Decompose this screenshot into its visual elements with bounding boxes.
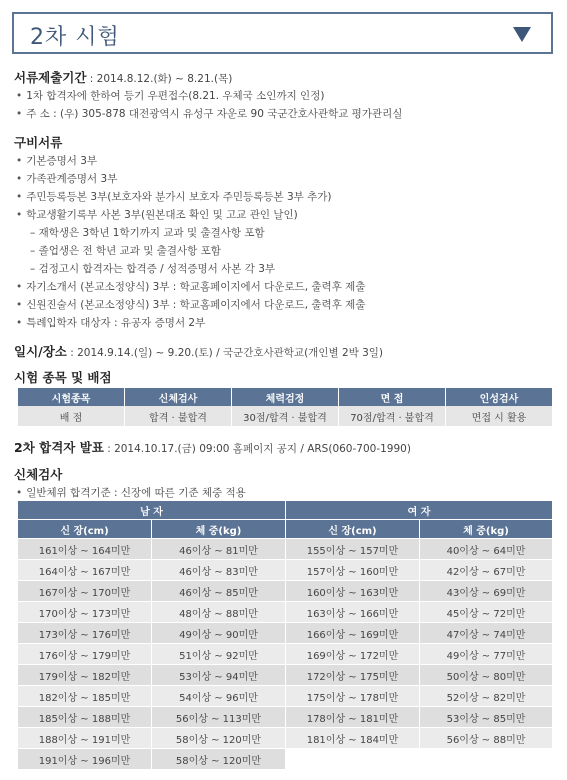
table-cell: 45이상 ~ 72미만: [419, 602, 552, 623]
table-cell: 48이상 ~ 88미만: [152, 602, 286, 623]
table-cell: 170이상 ~ 173미만: [18, 602, 152, 623]
table-cell: 155이상 ~ 157미만: [285, 539, 419, 560]
scoring-cell-2: 합격 · 불합격: [124, 406, 231, 426]
female-weight-header: 체 중(kg): [419, 520, 552, 539]
table-cell: 185이상 ~ 188미만: [18, 707, 152, 728]
table-cell: [285, 749, 419, 770]
table-cell: 46이상 ~ 85미만: [152, 581, 286, 602]
table-cell: 191이상 ~ 196미만: [18, 749, 152, 770]
announcement-text: : 2014.10.17.(금) 09:00 홈페이지 공지 / ARS(060-700-1990): [103, 443, 411, 455]
table-row: [18, 560, 553, 581]
male-header: 남 자: [18, 501, 285, 520]
documents-heading: 구비서류: [14, 135, 63, 150]
documents-subitem-3: – 검정고시 합격자는 합격증 / 성적증명서 사본 각 3부: [30, 263, 276, 275]
table-row: [18, 707, 553, 728]
submission-item-2: • 주 소 : (우) 305-878 대전광역시 유성구 자운로 90 국군간호사관학교 평가관리실: [16, 106, 402, 121]
documents-item-5: • 자기소개서 (본교소정양식) 3부 : 학교홈페이지에서 다운로드, 출력후 제출: [16, 279, 365, 294]
documents-subitem-1: – 재학생은 3학년 1학기까지 교과 및 출결사항 포함: [30, 227, 265, 239]
documents-item-6: • 신원진술서 (본교소정양식) 3부 : 학교홈페이지에서 다운로드, 출력후 제출: [16, 297, 365, 312]
scoring-header-5: 인성검사: [446, 388, 553, 406]
female-height-header: 신 장(cm): [285, 520, 419, 539]
documents-item-3: • 주민등록등본 3부(보호자와 분가시 보호자 주민등록등본 3부 추가): [16, 189, 332, 204]
documents-item-4: • 학교생활기록부 사본 3부(원본대조 확인 및 고교 관인 날인): [16, 207, 298, 222]
scoring-heading: 시험 종목 및 배점: [14, 370, 112, 385]
table-row: [18, 581, 553, 602]
table-cell: 163이상 ~ 166미만: [285, 602, 419, 623]
table-cell: 164이상 ~ 167미만: [18, 560, 152, 581]
schedule-text: : 2014.9.14.(일) ~ 9.20.(토) / 국군간호사관학교(개인별 2박 3일): [66, 347, 384, 359]
table-row: [18, 623, 553, 644]
table-cell: 50이상 ~ 80미만: [419, 665, 552, 686]
table-cell: 160이상 ~ 163미만: [285, 581, 419, 602]
table-cell: 179이상 ~ 182미만: [18, 665, 152, 686]
physical-table: [18, 501, 553, 770]
table-cell: 49이상 ~ 77미만: [419, 644, 552, 665]
table-cell: 161이상 ~ 164미만: [18, 539, 152, 560]
scoring-header-2: 신체검사: [124, 388, 231, 406]
table-cell: 167이상 ~ 170미만: [18, 581, 152, 602]
submission-period: : 2014.8.12.(화) ~ 8.21.(목): [86, 73, 233, 85]
table-row: [18, 602, 553, 623]
scoring-header-4: 면 접: [338, 388, 445, 406]
section-header[interactable]: [12, 12, 553, 54]
table-cell: 181이상 ~ 184미만: [285, 728, 419, 749]
scoring-cell-1: 배 점: [18, 406, 124, 426]
schedule-heading: 일시/장소 : 2014.9.14.(일) ~ 9.20.(토) / 국군간호사관학교(개인별 2박 3일): [14, 344, 384, 359]
physical-heading: 신체검사: [14, 467, 63, 482]
scoring-header-1: 시험종목: [18, 388, 124, 406]
scoring-table: [18, 388, 553, 426]
table-cell: 56이상 ~ 113미만: [152, 707, 286, 728]
table-cell: 58이상 ~ 120미만: [152, 749, 286, 770]
section-title: 2차 시험: [30, 25, 120, 50]
table-cell: 42이상 ~ 67미만: [419, 560, 552, 581]
documents-item-7: • 특례입학자 대상자 : 유공자 증명서 2부: [16, 315, 205, 330]
table-cell: 175이상 ~ 178미만: [285, 686, 419, 707]
table-cell: 176이상 ~ 179미만: [18, 644, 152, 665]
table-cell: 56이상 ~ 88미만: [419, 728, 552, 749]
table-row: [18, 749, 553, 770]
table-cell: 172이상 ~ 175미만: [285, 665, 419, 686]
announcement-heading: 2차 합격자 발표 : 2014.10.17.(금) 09:00 홈페이지 공지 / ARS(060-700-1990): [14, 440, 411, 455]
table-cell: 166이상 ~ 169미만: [285, 623, 419, 644]
table-cell: 51이상 ~ 92미만: [152, 644, 286, 665]
table-cell: 58이상 ~ 120미만: [152, 728, 286, 749]
male-weight-header: 체 중(kg): [152, 520, 286, 539]
table-cell: 40이상 ~ 64미만: [419, 539, 552, 560]
physical-note: • 일반체위 합격기준 : 신장에 따른 기준 체중 적용: [16, 485, 246, 500]
table-row: [18, 644, 553, 665]
table-cell: 53이상 ~ 94미만: [152, 665, 286, 686]
physical-table-body: [18, 539, 553, 770]
table-cell: 169이상 ~ 172미만: [285, 644, 419, 665]
female-header: 여 자: [285, 501, 552, 520]
scoring-cell-3: 30점/합격 · 불합격: [231, 406, 338, 426]
table-cell: 43이상 ~ 69미만: [419, 581, 552, 602]
collapse-arrow-icon[interactable]: [513, 27, 531, 42]
table-row: [18, 539, 553, 560]
table-cell: 54이상 ~ 96미만: [152, 686, 286, 707]
table-cell: 188이상 ~ 191미만: [18, 728, 152, 749]
submission-heading: 서류제출기간 : 2014.8.12.(화) ~ 8.21.(목): [14, 70, 233, 85]
table-cell: 52이상 ~ 82미만: [419, 686, 552, 707]
documents-item-1: • 기본증명서 3부: [16, 153, 97, 168]
table-cell: 182이상 ~ 185미만: [18, 686, 152, 707]
submission-item-1: • 1차 합격자에 한하여 등기 우편접수(8.21. 우체국 소인까지 인정): [16, 88, 324, 103]
male-height-header: 신 장(cm): [18, 520, 152, 539]
documents-item-2: • 가족관계증명서 3부: [16, 171, 117, 186]
table-row: [18, 728, 553, 749]
scoring-cell-4: 70점/합격 · 불합격: [338, 406, 445, 426]
table-cell: [419, 749, 552, 770]
table-cell: 53이상 ~ 85미만: [419, 707, 552, 728]
table-cell: 47이상 ~ 74미만: [419, 623, 552, 644]
table-row: [18, 686, 553, 707]
table-cell: 46이상 ~ 83미만: [152, 560, 286, 581]
table-cell: 157이상 ~ 160미만: [285, 560, 419, 581]
scoring-cell-5: 면접 시 활용: [446, 406, 553, 426]
table-cell: 49이상 ~ 90미만: [152, 623, 286, 644]
table-row: [18, 665, 553, 686]
documents-subitem-2: – 졸업생은 전 학년 교과 및 출결사항 포함: [30, 245, 221, 257]
table-cell: 178이상 ~ 181미만: [285, 707, 419, 728]
scoring-header-3: 체력검정: [231, 388, 338, 406]
table-cell: 46이상 ~ 81미만: [152, 539, 286, 560]
table-cell: 173이상 ~ 176미만: [18, 623, 152, 644]
